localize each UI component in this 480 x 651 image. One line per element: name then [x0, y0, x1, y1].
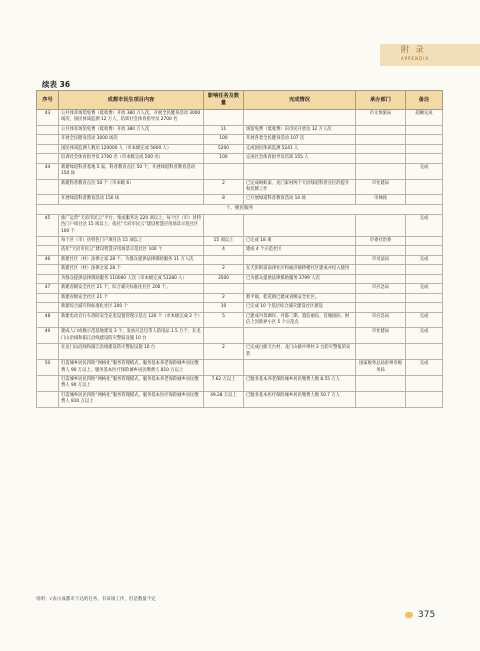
row-number-cell: 44	[37, 163, 59, 179]
data-table	[36, 90, 443, 408]
note-cell	[406, 293, 443, 302]
note-cell	[406, 265, 443, 274]
table-row	[37, 125, 443, 134]
row-number-cell	[37, 274, 59, 283]
section-row	[37, 204, 443, 214]
status-cell: 已完成 18 项	[244, 237, 356, 246]
content-cell: 国民体质监测人数达 120000 人（市本级完成 5600 人）	[59, 144, 204, 153]
quantity-cell: 100	[204, 135, 244, 144]
table-row	[37, 135, 443, 144]
note-cell: 完成	[406, 163, 443, 179]
department-cell: 市司法局	[356, 255, 406, 264]
content-cell: 公共体育场馆免费（低收费）开放 380 万人次	[59, 125, 204, 134]
department-cell	[356, 246, 406, 255]
status-cell	[244, 214, 356, 236]
note-cell	[406, 154, 443, 163]
quantity-cell: 5200	[204, 144, 244, 153]
status-cell: 已为群众提供法律援助服务 3799 人次	[244, 274, 356, 283]
row-number-cell: 43	[37, 110, 59, 126]
column-header: 承办部门	[356, 91, 406, 110]
note-cell	[406, 179, 443, 195]
note-cell: 完成	[406, 312, 443, 328]
quantity-cell: 15 项以上	[204, 237, 244, 246]
table-row	[37, 293, 443, 302]
content-cell: 在龙门山沿线和湔江沿线建设防灾警报设施 10 台	[59, 344, 204, 360]
status-cell: 已完成白鹿天台村、龙门山镇中坝村 2 台防灾警报的安装	[244, 344, 356, 360]
table-row	[37, 237, 443, 246]
content-cell: 公共体育场馆免费（低收费）开放 380 万人次，开展全民健身活动 3000 场次，国民体质监测 12 万人，培训社会体育指导员 2700 名	[59, 110, 204, 126]
status-cell: 已开展绿道科普教育活动 10 场	[244, 195, 356, 204]
content-cell: 新建综合减灾和标准化社区 200 个	[59, 303, 204, 312]
quantity-cell: 3500	[204, 274, 244, 283]
header-band	[380, 44, 480, 66]
column-header: 备注	[406, 91, 443, 110]
content-cell: 每个区（市）县特色门户项目达 15 项以上	[59, 237, 204, 246]
row-number-cell	[37, 195, 59, 204]
row-number-cell	[37, 154, 59, 163]
row-number-cell	[37, 376, 59, 392]
note-cell	[406, 195, 443, 204]
table-row	[37, 179, 443, 195]
content-cell: 新建社区（村）法律之家 28 个，为群众提供法律援助服务 11 万人次	[59, 255, 204, 264]
footnote: 说明：√表示成都市下达的任务，有该项工作，但是数量不定	[36, 597, 156, 602]
status-cell: 已完成 10 个基层综合减灾建设社区建设	[244, 303, 356, 312]
quantity-cell: 10	[204, 303, 244, 312]
column-header: 成都市民生项目内容	[59, 91, 204, 110]
row-number-cell	[37, 125, 59, 134]
status-cell: 已服务基本养老保险城乡居民缴费人数 8.55 万人	[244, 376, 356, 392]
table-row	[37, 110, 443, 126]
section-title: 十、便民服务	[37, 204, 443, 214]
status-cell	[244, 360, 356, 376]
quantity-cell: 8	[204, 195, 244, 204]
row-number-cell	[37, 237, 59, 246]
quantity-cell	[204, 110, 244, 126]
page-marker	[405, 612, 413, 618]
table-row	[37, 163, 443, 179]
status-cell	[244, 328, 356, 344]
note-cell	[406, 303, 443, 312]
row-number-cell	[37, 246, 59, 255]
content-cell: 培训社会体育指导员 2700 名（市本级完成 500 名）	[59, 154, 204, 163]
department-cell: 市林扬	[356, 195, 406, 204]
row-number-cell	[37, 344, 59, 360]
quantity-cell: 100	[204, 154, 244, 163]
content-cell: 新建科普教育点位 50 个（市本级 6）	[59, 179, 204, 195]
status-cell: 建成 4 个示范社区	[244, 246, 356, 255]
status-cell	[244, 163, 356, 179]
status-cell: 敖平镇、桂花镇已建成省级安全社区。	[244, 293, 356, 302]
status-cell: 完成国民体质监测 5241 人	[244, 144, 356, 153]
column-header: 完成情况	[244, 91, 356, 110]
quantity-cell: 2	[204, 265, 244, 274]
table-row	[37, 255, 443, 264]
row-number-cell	[37, 144, 59, 153]
table-row	[37, 246, 443, 255]
department-cell	[356, 303, 406, 312]
column-header: 序号	[37, 91, 59, 110]
department-cell	[356, 125, 406, 134]
note-cell	[406, 144, 443, 153]
table-row	[37, 154, 443, 163]
department-cell	[356, 214, 406, 236]
department-cell	[356, 293, 406, 302]
quantity-cell: 4	[204, 246, 244, 255]
row-number-cell: 49	[37, 328, 59, 344]
column-header: 影响任务及数量	[204, 91, 244, 110]
header-title: 附 录	[401, 45, 426, 54]
department-cell: 市住建局	[356, 179, 406, 195]
quantity-cell: 5	[204, 312, 244, 328]
table-row	[37, 284, 443, 293]
department-cell	[356, 135, 406, 144]
content-cell: 新建省级安全社区 21 个，综合减灾标准化社区 200 个。	[59, 284, 204, 293]
content-cell: 新建绿道科普基地 5 家，科普教育点位 50 个，开展绿道科普教育活动 150 场	[59, 163, 204, 179]
table-row	[37, 328, 443, 344]
table-row	[37, 144, 443, 153]
quantity-cell: 7.62 万以上	[204, 376, 244, 392]
department-cell: 国家税务总局彭州市税务局	[356, 360, 406, 376]
department-cell	[356, 163, 406, 179]
row-number-cell	[37, 135, 59, 144]
quantity-cell	[204, 328, 244, 344]
table-row	[37, 391, 443, 407]
note-cell: 完成	[406, 360, 443, 376]
department-cell	[356, 154, 406, 163]
department-cell: 市委社治委	[356, 237, 406, 246]
note-cell	[406, 246, 443, 255]
department-cell: 市应急局	[356, 284, 406, 293]
row-number-cell: 50	[37, 360, 59, 376]
note-cell: 完成	[406, 255, 443, 264]
table-row	[37, 214, 443, 236]
header-subtitle: APPENDIX	[401, 56, 430, 61]
quantity-cell	[204, 284, 244, 293]
status-cell	[244, 255, 356, 264]
content-cell: 新建电动自行车消防安全充电设置管理示范点 120 个（市本级完成 2 个）	[59, 312, 204, 328]
status-cell: 开展各类全民健身活动 107 次	[244, 135, 356, 144]
table-row	[37, 360, 443, 376]
note-cell	[406, 391, 443, 407]
department-cell	[356, 144, 406, 153]
row-number-cell	[37, 265, 59, 274]
row-number-cell: 46	[37, 255, 59, 264]
quantity-cell: 11	[204, 125, 244, 134]
row-number-cell	[37, 179, 59, 195]
status-cell: 在天彭街道南津社区和通济镇桥楼社区建成并投入使用	[244, 265, 356, 274]
department-cell	[356, 344, 406, 360]
table-row	[37, 303, 443, 312]
content-cell: 建成人口成数示范基地建设 3 个，发放应急包等人防用品 1.5 万个，在龙门山沿线和湔江沿线建设防灾警报设施 10 台	[59, 328, 204, 344]
content-cell: 打造城乡居民四险“网格化”服务管理模式，服务基本养老保险城乡居民缴费人 90 万以上	[59, 376, 204, 392]
quantity-cell	[204, 255, 244, 264]
quantity-cell: 2	[204, 179, 244, 195]
status-cell: 场馆免费（低收费）向市民开放达 12 万人次	[244, 125, 356, 134]
status-cell: 完成社会体育指导员培训 155 人	[244, 154, 356, 163]
status-cell	[244, 110, 356, 126]
content-cell: 依托“天府市民云”建设智慧应用场景示范社区 100 个	[59, 246, 204, 255]
note-cell	[406, 376, 443, 392]
table-row	[37, 344, 443, 360]
table-row	[37, 265, 443, 274]
continuation-label: 续表 36	[42, 80, 71, 89]
status-cell: 已建成丹景湖岸、丹都三期、置信丽岛、首城国际、财信上河新界小区 5 个示范点	[244, 312, 356, 328]
department-cell	[356, 265, 406, 274]
content-cell: 开展全民健身活动 3000 场次	[59, 135, 204, 144]
quantity-cell: 2	[204, 293, 244, 302]
row-number-cell: 47	[37, 284, 59, 293]
page-number: 375	[418, 610, 436, 620]
note-cell: 完成	[406, 328, 443, 344]
table-row	[37, 376, 443, 392]
row-number-cell: 48	[37, 312, 59, 328]
content-cell: 为群众提供法律援助服务 110000 人次（市本级完成 51280 人）	[59, 274, 204, 283]
department-cell: 市文体旅局	[356, 110, 406, 126]
content-cell: 推广运营“天府市民云”平台，集成服务达 220 项以上，每个区（市）县特色门户项目达 15 项以上，依托“天府市民云”建设智慧应用场景示范社区 100 个	[59, 214, 204, 236]
row-number-cell	[37, 303, 59, 312]
quantity-cell: 2	[204, 344, 244, 360]
row-number-cell	[37, 391, 59, 407]
note-cell: 超额完成	[406, 110, 443, 126]
department-cell: 市住建局	[356, 328, 406, 344]
department-cell	[356, 274, 406, 283]
quantity-cell: 49.28 万以上	[204, 391, 244, 407]
note-cell: 完成	[406, 214, 443, 236]
note-cell	[406, 135, 443, 144]
status-cell: 已完成蚂蚁家、龙门家村两个天府绿道科普点位的提升和挂牌工作	[244, 179, 356, 195]
status-cell: 已服务基本医疗保险城乡居民缴费人数 50.7 万人	[244, 391, 356, 407]
department-cell: 市应急局	[356, 312, 406, 328]
content-cell: 开展绿道科普教育活动 150 场	[59, 195, 204, 204]
note-cell: 完成	[406, 284, 443, 293]
note-cell	[406, 274, 443, 283]
table-row	[37, 195, 443, 204]
table-row	[37, 274, 443, 283]
table-row	[37, 312, 443, 328]
quantity-cell	[204, 163, 244, 179]
content-cell: 新建省级安全社区 21 个	[59, 293, 204, 302]
note-cell	[406, 344, 443, 360]
quantity-cell	[204, 360, 244, 376]
content-cell: 新建社区（村）法律之家 28 个	[59, 265, 204, 274]
note-cell	[406, 237, 443, 246]
department-cell	[356, 391, 406, 407]
status-cell	[244, 284, 356, 293]
row-number-cell	[37, 293, 59, 302]
table-header-row	[37, 91, 443, 110]
note-cell	[406, 125, 443, 134]
content-cell: 打造城乡居民四险“网格化”服务管理模式，服务基本养老保险城乡居民缴费人 90 万以上，服务基本医疗保险城乡居民缴费人 810 万以上	[59, 360, 204, 376]
row-number-cell: 45	[37, 214, 59, 236]
quantity-cell	[204, 214, 244, 236]
table-body	[37, 110, 443, 408]
department-cell	[356, 376, 406, 392]
content-cell: 打造城乡居民四险“网格化”服务管理模式，服务基本医疗保险城乡居民缴费人 810 万以上	[59, 391, 204, 407]
